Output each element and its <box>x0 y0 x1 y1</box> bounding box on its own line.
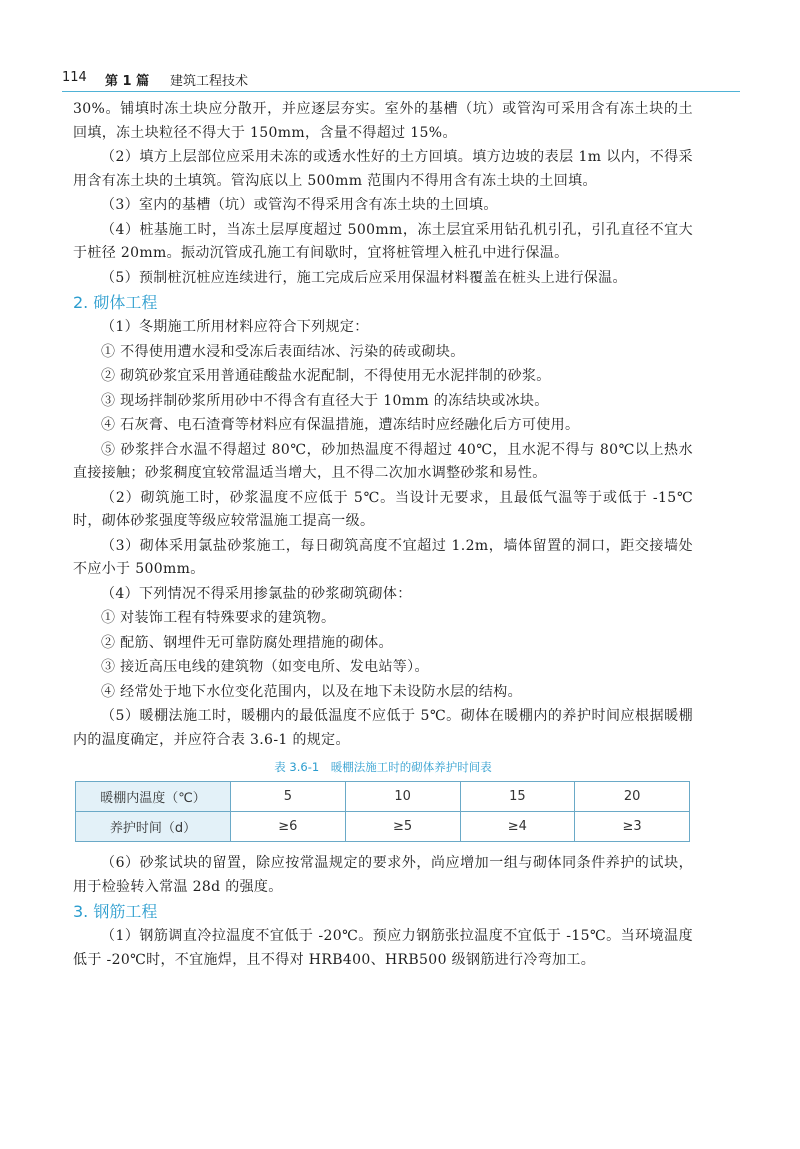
paragraph: （1）冬期施工所用材料应符合下列规定： <box>101 319 369 335</box>
table-cell: ≥5 <box>345 812 460 842</box>
list-item: ③ 接近高压电线的建筑物（如变电所、发电站等）。 <box>101 659 429 675</box>
paragraph: （6）砂浆试块的留置，除应按常温规定的要求外，尚应增加一组与砌体同条件养护的试块，用于检验转入常温 28d 的强度。 <box>73 855 693 895</box>
page-body <box>73 98 693 973</box>
table-cell: 10 <box>345 782 460 812</box>
paragraph: （5）预制桩沉桩应连续进行，施工完成后应采用保温材料覆盖在桩头上进行保温。 <box>101 269 627 286</box>
list-item: ① 对装饰工程有特殊要求的建筑物。 <box>101 610 336 626</box>
row-header: 养护时间（d） <box>76 812 231 842</box>
list-item: ③ 现场拌制砂浆所用砂中不得含有直径大于 10mm 的冻结块或冰块。 <box>101 392 549 409</box>
header-rule <box>62 91 740 92</box>
table-cell: ≥6 <box>231 812 346 842</box>
table-row <box>76 782 690 812</box>
table-cell: 20 <box>575 782 690 812</box>
paragraph: （1）钢筋调直冷拉温度不宜低于 -20℃。预应力钢筋张拉温度不宜低于 -15℃。当环境温度低于 -20℃时，不宜施焊，且不得对 HRB400、HRB500 级钢筋进行冷弯加工。 <box>73 928 693 968</box>
page-header <box>62 66 740 90</box>
section-heading-rebar: 3. 钢筋工程 <box>73 902 158 921</box>
list-item: ④ 经常处于地下水位变化范围内，以及在地下未设防水层的结构。 <box>101 683 522 700</box>
table-row <box>76 812 690 842</box>
list-item: ④ 石灰膏、电石渣膏等材料应有保温措施，遭冻结时应经融化后方可使用。 <box>101 417 580 433</box>
section-heading-masonry: 2. 砌体工程 <box>73 293 158 312</box>
paragraph: （2）填方上层部位应采用未冻的或透水性好的土方回填。填方边坡的表层 1m 以内，不得采用含有冻土块的土填筑。管沟底以上 500mm 范围内不得用含有冻土块的土回填。 <box>73 149 693 189</box>
page-number: 114 <box>62 70 87 85</box>
table-cell: 15 <box>460 782 575 812</box>
curing-time-table <box>75 781 690 842</box>
paragraph: （4）桩基施工时，当冻土层厚度超过 500mm，冻土层宜采用钻孔机引孔，引孔直径不宜大于桩径 20mm。振动沉管成孔施工有间歇时，宜将桩管埋入桩孔中进行保温。 <box>73 221 693 261</box>
paragraph: （2）砌筑施工时，砂浆温度不应低于 5℃。当设计无要求，且最低气温等于或低于 -15℃时，砌体砂浆强度等级应较常温施工提高一级。 <box>73 489 693 529</box>
list-item: ② 配筋、钢埋件无可靠防腐处理措施的砌体。 <box>101 634 393 651</box>
list-item: ① 不得使用遭水浸和受冻后表面结冰、污染的砖或砌块。 <box>101 343 465 360</box>
list-item: ⑤ 砂浆拌合水温不得超过 80℃，砂加热温度不得超过 40℃，且水泥不得与 80℃以上热水直接接触；砂浆稠度宜较常温适当增大，且不得二次加水调整砂浆和易性。 <box>73 441 693 481</box>
paragraph: （5）暖棚法施工时，暖棚内的最低温度不应低于 5℃。砌体在暖棚内的养护时间应根据暖棚内的温度确定，并应符合表 3.6-1 的规定。 <box>73 708 693 748</box>
paragraph: （3）砌体采用氯盐砂浆施工，每日砌筑高度不宜超过 1.2m，墙体留置的洞口，距交接墙处不应小于 500mm。 <box>73 537 693 577</box>
paragraph: （4）下列情况不得采用掺氯盐的砂浆砌筑砌体： <box>101 585 412 602</box>
chapter-label: 第 1 篇 <box>105 74 150 89</box>
table-caption: 表 3.6-1 暖棚法施工时的砌体养护时间表 <box>274 760 492 774</box>
table-cell: ≥4 <box>460 812 575 842</box>
row-header: 暖棚内温度（℃） <box>76 782 231 812</box>
list-item: ② 砌筑砂浆宜采用普通硅酸盐水泥配制，不得使用无水泥拌制的砂浆。 <box>101 368 551 384</box>
table-cell: ≥3 <box>575 812 690 842</box>
section-title: 建筑工程技术 <box>170 74 249 89</box>
paragraph: （3）室内的基槽（坑）或管沟不得采用含有冻土块的土回填。 <box>101 197 498 213</box>
table-cell: 5 <box>231 782 346 812</box>
paragraph: 30%。铺填时冻土块应分散开，并应逐层夯实。室外的基槽（坑）或管沟可采用含有冻土块的土回填，冻土块粒径不得大于 150mm，含量不得超过 15%。 <box>73 101 693 141</box>
